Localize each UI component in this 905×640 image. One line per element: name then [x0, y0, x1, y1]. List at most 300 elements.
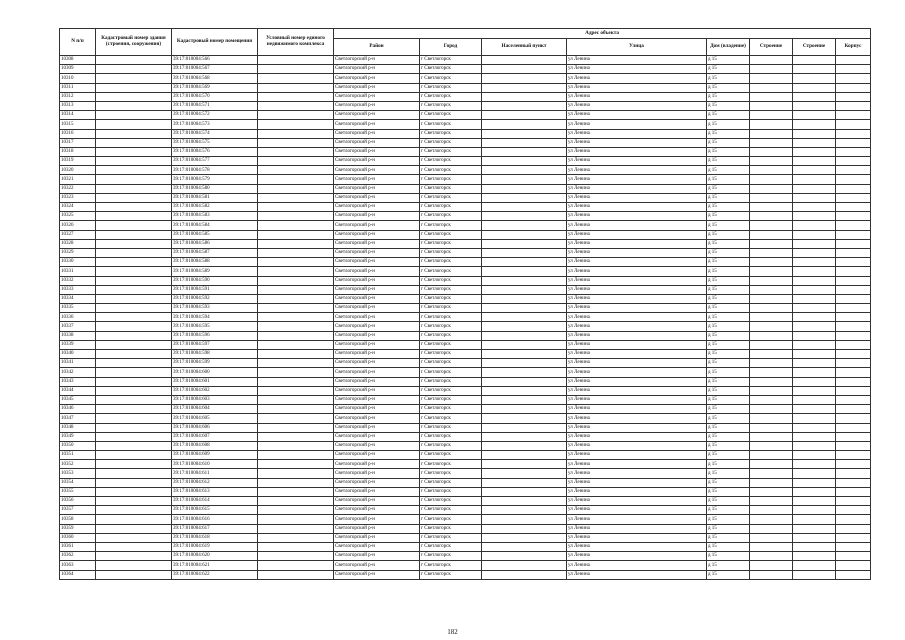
- cell-settlement: [482, 83, 567, 92]
- cell-apartment: [836, 221, 871, 230]
- cell-building-cadastral: [96, 386, 172, 395]
- cell-street: ул Ленина: [567, 322, 707, 331]
- cell-building-no: [793, 350, 836, 359]
- cell-house: д 15: [707, 212, 750, 221]
- cell-district: Светлогорский р-н: [334, 166, 420, 175]
- cell-house: д 15: [707, 83, 750, 92]
- cell-num: 10362: [60, 552, 96, 561]
- cell-settlement: [482, 56, 567, 65]
- cell-settlement: [482, 368, 567, 377]
- cell-korpus: [750, 487, 793, 496]
- cell-house: д 15: [707, 120, 750, 129]
- cell-house: д 15: [707, 340, 750, 349]
- cell-city: г Светлогорск: [420, 285, 482, 294]
- cell-num: 10325: [60, 212, 96, 221]
- cell-district: Светлогорский р-н: [334, 203, 420, 212]
- cell-complex-number: [258, 101, 334, 110]
- cell-settlement: [482, 74, 567, 83]
- cell-district: Светлогорский р-н: [334, 129, 420, 138]
- cell-house: д 15: [707, 239, 750, 248]
- table-row: [60, 313, 871, 322]
- cell-num: 10312: [60, 92, 96, 101]
- cell-city: г Светлогорск: [420, 423, 482, 432]
- cell-complex-number: [258, 147, 334, 156]
- cell-building-no: [793, 322, 836, 331]
- cell-city: г Светлогорск: [420, 258, 482, 267]
- cell-num: 10363: [60, 561, 96, 570]
- cell-premises-cadastral: 39:17:010004:616: [172, 515, 258, 524]
- cell-street: ул Ленина: [567, 524, 707, 533]
- cell-city: г Светлогорск: [420, 441, 482, 450]
- cell-building-cadastral: [96, 56, 172, 65]
- cell-apartment: [836, 294, 871, 303]
- cell-complex-number: [258, 368, 334, 377]
- cell-building-no: [793, 414, 836, 423]
- cell-street: ул Ленина: [567, 166, 707, 175]
- cell-building-no: [793, 230, 836, 239]
- cell-num: 10330: [60, 258, 96, 267]
- cell-building-cadastral: [96, 138, 172, 147]
- cell-settlement: [482, 322, 567, 331]
- table-row: [60, 524, 871, 533]
- cell-district: Светлогорский р-н: [334, 359, 420, 368]
- cell-street: ул Ленина: [567, 285, 707, 294]
- cell-house: д 15: [707, 377, 750, 386]
- cell-building-cadastral: [96, 212, 172, 221]
- cell-city: г Светлогорск: [420, 248, 482, 257]
- table-row: [60, 65, 871, 74]
- cell-building-no: [793, 497, 836, 506]
- cell-building-cadastral: [96, 147, 172, 156]
- cell-building-cadastral: [96, 129, 172, 138]
- header-address-group: Адрес объекта: [334, 29, 871, 39]
- cell-korpus: [750, 120, 793, 129]
- cell-city: г Светлогорск: [420, 147, 482, 156]
- cell-complex-number: [258, 395, 334, 404]
- cell-complex-number: [258, 276, 334, 285]
- cell-district: Светлогорский р-н: [334, 184, 420, 193]
- cell-complex-number: [258, 331, 334, 340]
- cell-korpus: [750, 414, 793, 423]
- cell-premises-cadastral: 39:17:010004:585: [172, 230, 258, 239]
- table-row: [60, 175, 871, 184]
- cell-building-cadastral: [96, 497, 172, 506]
- cell-building-cadastral: [96, 276, 172, 285]
- cell-premises-cadastral: 39:17:010004:609: [172, 451, 258, 460]
- cell-house: д 15: [707, 561, 750, 570]
- cell-city: г Светлогорск: [420, 533, 482, 542]
- cell-street: ул Ленина: [567, 157, 707, 166]
- cell-house: д 15: [707, 74, 750, 83]
- table-row: [60, 258, 871, 267]
- table-row: [60, 230, 871, 239]
- cell-building-cadastral: [96, 524, 172, 533]
- cell-korpus: [750, 497, 793, 506]
- cell-korpus: [750, 405, 793, 414]
- cell-korpus: [750, 138, 793, 147]
- cell-settlement: [482, 239, 567, 248]
- cell-building-no: [793, 276, 836, 285]
- cell-premises-cadastral: 39:17:010004:571: [172, 101, 258, 110]
- cell-premises-cadastral: 39:17:010004:595: [172, 322, 258, 331]
- table-row: [60, 561, 871, 570]
- cell-premises-cadastral: 39:17:010004:582: [172, 203, 258, 212]
- cell-house: д 15: [707, 294, 750, 303]
- cell-complex-number: [258, 221, 334, 230]
- cell-house: д 15: [707, 350, 750, 359]
- table-row: [60, 294, 871, 303]
- cell-building-cadastral: [96, 111, 172, 120]
- cell-apartment: [836, 561, 871, 570]
- cell-house: д 15: [707, 506, 750, 515]
- cell-district: Светлогорский р-н: [334, 368, 420, 377]
- table-row: [60, 395, 871, 404]
- cell-korpus: [750, 83, 793, 92]
- cell-num: 10346: [60, 405, 96, 414]
- cell-num: 10355: [60, 487, 96, 496]
- cell-street: ул Ленина: [567, 405, 707, 414]
- table-row: [60, 184, 871, 193]
- cell-apartment: [836, 92, 871, 101]
- cell-city: г Светлогорск: [420, 74, 482, 83]
- cell-street: ул Ленина: [567, 56, 707, 65]
- cell-street: ул Ленина: [567, 74, 707, 83]
- cell-city: г Светлогорск: [420, 524, 482, 533]
- cell-premises-cadastral: 39:17:010004:567: [172, 65, 258, 74]
- table-row: [60, 111, 871, 120]
- cell-city: г Светлогорск: [420, 120, 482, 129]
- cell-city: г Светлогорск: [420, 377, 482, 386]
- cell-house: д 15: [707, 497, 750, 506]
- cell-district: Светлогорский р-н: [334, 193, 420, 202]
- cell-apartment: [836, 331, 871, 340]
- cell-apartment: [836, 65, 871, 74]
- cell-building-cadastral: [96, 460, 172, 469]
- cell-complex-number: [258, 258, 334, 267]
- cell-district: Светлогорский р-н: [334, 313, 420, 322]
- cell-building-no: [793, 65, 836, 74]
- cell-city: г Светлогорск: [420, 331, 482, 340]
- cell-settlement: [482, 570, 567, 579]
- cell-settlement: [482, 294, 567, 303]
- cell-building-cadastral: [96, 359, 172, 368]
- cell-complex-number: [258, 294, 334, 303]
- table-row: [60, 193, 871, 202]
- cell-house: д 15: [707, 469, 750, 478]
- cell-house: д 15: [707, 515, 750, 524]
- cell-complex-number: [258, 542, 334, 551]
- cell-district: Светлогорский р-н: [334, 92, 420, 101]
- cell-city: г Светлогорск: [420, 386, 482, 395]
- cell-street: ул Ленина: [567, 239, 707, 248]
- cell-street: ул Ленина: [567, 147, 707, 156]
- cell-city: г Светлогорск: [420, 230, 482, 239]
- cell-building-cadastral: [96, 506, 172, 515]
- cell-num: 10340: [60, 350, 96, 359]
- cell-settlement: [482, 166, 567, 175]
- cell-city: г Светлогорск: [420, 487, 482, 496]
- cell-korpus: [750, 147, 793, 156]
- cell-building-no: [793, 515, 836, 524]
- table-row: [60, 515, 871, 524]
- cell-district: Светлогорский р-н: [334, 395, 420, 404]
- cell-city: г Светлогорск: [420, 561, 482, 570]
- cell-building-no: [793, 101, 836, 110]
- cell-building-no: [793, 487, 836, 496]
- cell-apartment: [836, 340, 871, 349]
- cell-complex-number: [258, 460, 334, 469]
- cell-house: д 15: [707, 111, 750, 120]
- cell-num: 10319: [60, 157, 96, 166]
- cell-complex-number: [258, 111, 334, 120]
- cell-city: г Светлогорск: [420, 267, 482, 276]
- cell-building-cadastral: [96, 175, 172, 184]
- cell-premises-cadastral: 39:17:010004:577: [172, 157, 258, 166]
- cell-apartment: [836, 451, 871, 460]
- cell-premises-cadastral: 39:17:010004:607: [172, 432, 258, 441]
- header-city: Город: [420, 39, 482, 56]
- cell-apartment: [836, 203, 871, 212]
- cell-settlement: [482, 157, 567, 166]
- cell-building-no: [793, 212, 836, 221]
- cell-house: д 15: [707, 368, 750, 377]
- cell-city: г Светлогорск: [420, 101, 482, 110]
- cell-num: 10347: [60, 414, 96, 423]
- cell-district: Светлогорский р-н: [334, 65, 420, 74]
- table-row: [60, 276, 871, 285]
- cell-district: Светлогорский р-н: [334, 405, 420, 414]
- cell-street: ул Ленина: [567, 276, 707, 285]
- cell-street: ул Ленина: [567, 129, 707, 138]
- cell-korpus: [750, 570, 793, 579]
- cell-building-no: [793, 506, 836, 515]
- cell-complex-number: [258, 506, 334, 515]
- cell-num: 10327: [60, 230, 96, 239]
- cell-house: д 15: [707, 524, 750, 533]
- cell-num: 10350: [60, 441, 96, 450]
- cell-building-cadastral: [96, 515, 172, 524]
- cell-building-cadastral: [96, 304, 172, 313]
- cell-city: г Светлогорск: [420, 276, 482, 285]
- cell-house: д 15: [707, 157, 750, 166]
- cell-house: д 15: [707, 478, 750, 487]
- cell-korpus: [750, 294, 793, 303]
- cell-apartment: [836, 322, 871, 331]
- cell-settlement: [482, 377, 567, 386]
- cell-num: 10315: [60, 120, 96, 129]
- cell-building-cadastral: [96, 294, 172, 303]
- cell-apartment: [836, 350, 871, 359]
- cell-city: г Светлогорск: [420, 460, 482, 469]
- cell-street: ул Ленина: [567, 101, 707, 110]
- cell-house: д 15: [707, 423, 750, 432]
- header-district: Район: [334, 39, 420, 56]
- table-row: [60, 506, 871, 515]
- cell-korpus: [750, 304, 793, 313]
- cell-house: д 15: [707, 184, 750, 193]
- cell-premises-cadastral: 39:17:010004:592: [172, 294, 258, 303]
- cell-korpus: [750, 65, 793, 74]
- cell-building-no: [793, 313, 836, 322]
- cell-city: г Светлогорск: [420, 166, 482, 175]
- cell-settlement: [482, 451, 567, 460]
- cell-apartment: [836, 304, 871, 313]
- table-row: [60, 533, 871, 542]
- cell-building-cadastral: [96, 239, 172, 248]
- cell-city: г Светлогорск: [420, 469, 482, 478]
- cell-district: Светлогорский р-н: [334, 83, 420, 92]
- cell-complex-number: [258, 515, 334, 524]
- cell-num: 10320: [60, 166, 96, 175]
- cell-num: 10352: [60, 460, 96, 469]
- cell-city: г Светлогорск: [420, 83, 482, 92]
- cell-num: 10359: [60, 524, 96, 533]
- cell-street: ул Ленина: [567, 258, 707, 267]
- cell-building-cadastral: [96, 552, 172, 561]
- cell-building-no: [793, 184, 836, 193]
- cell-street: ул Ленина: [567, 552, 707, 561]
- cell-settlement: [482, 497, 567, 506]
- cell-house: д 15: [707, 101, 750, 110]
- cell-house: д 15: [707, 487, 750, 496]
- cell-district: Светлогорский р-н: [334, 497, 420, 506]
- cell-apartment: [836, 497, 871, 506]
- cell-num: 10337: [60, 322, 96, 331]
- cell-city: г Светлогорск: [420, 395, 482, 404]
- cell-complex-number: [258, 441, 334, 450]
- cell-district: Светлогорский р-н: [334, 561, 420, 570]
- cell-apartment: [836, 285, 871, 294]
- cell-house: д 15: [707, 65, 750, 74]
- cell-building-cadastral: [96, 83, 172, 92]
- cell-settlement: [482, 313, 567, 322]
- table-row: [60, 542, 871, 551]
- cell-building-no: [793, 111, 836, 120]
- cell-num: 10336: [60, 313, 96, 322]
- cell-korpus: [750, 359, 793, 368]
- cell-building-cadastral: [96, 248, 172, 257]
- cell-building-no: [793, 120, 836, 129]
- cell-premises-cadastral: 39:17:010004:622: [172, 570, 258, 579]
- cell-street: ул Ленина: [567, 221, 707, 230]
- cell-city: г Светлогорск: [420, 313, 482, 322]
- cell-settlement: [482, 175, 567, 184]
- cell-house: д 15: [707, 395, 750, 404]
- cell-house: д 15: [707, 414, 750, 423]
- cell-korpus: [750, 478, 793, 487]
- cell-building-cadastral: [96, 92, 172, 101]
- header-building-no: Строение: [793, 39, 836, 56]
- cell-city: г Светлогорск: [420, 552, 482, 561]
- cell-complex-number: [258, 350, 334, 359]
- cell-apartment: [836, 552, 871, 561]
- cell-premises-cadastral: 39:17:010004:576: [172, 147, 258, 156]
- cell-house: д 15: [707, 542, 750, 551]
- table-row: [60, 350, 871, 359]
- cell-complex-number: [258, 405, 334, 414]
- cell-street: ул Ленина: [567, 395, 707, 404]
- cell-building-no: [793, 294, 836, 303]
- cell-complex-number: [258, 533, 334, 542]
- table-row: [60, 469, 871, 478]
- cell-district: Светлогорский р-н: [334, 294, 420, 303]
- cell-street: ул Ленина: [567, 414, 707, 423]
- cell-korpus: [750, 515, 793, 524]
- cell-premises-cadastral: 39:17:010004:613: [172, 487, 258, 496]
- cell-city: г Светлогорск: [420, 92, 482, 101]
- cell-building-cadastral: [96, 405, 172, 414]
- cell-building-no: [793, 92, 836, 101]
- table-row: [60, 460, 871, 469]
- cell-district: Светлогорский р-н: [334, 432, 420, 441]
- cell-complex-number: [258, 304, 334, 313]
- cell-korpus: [750, 92, 793, 101]
- cell-apartment: [836, 478, 871, 487]
- cell-complex-number: [258, 184, 334, 193]
- cell-korpus: [750, 239, 793, 248]
- cell-apartment: [836, 166, 871, 175]
- cell-district: Светлогорский р-н: [334, 542, 420, 551]
- cell-korpus: [750, 542, 793, 551]
- cell-house: д 15: [707, 285, 750, 294]
- cell-korpus: [750, 258, 793, 267]
- cell-premises-cadastral: 39:17:010004:594: [172, 313, 258, 322]
- cell-korpus: [750, 340, 793, 349]
- cell-settlement: [482, 405, 567, 414]
- table-row: [60, 451, 871, 460]
- cell-house: д 15: [707, 552, 750, 561]
- page-number: 182: [447, 628, 458, 636]
- cell-building-cadastral: [96, 350, 172, 359]
- table-row: [60, 74, 871, 83]
- cell-num: 10329: [60, 248, 96, 257]
- cell-num: 10318: [60, 147, 96, 156]
- cell-apartment: [836, 212, 871, 221]
- cell-apartment: [836, 506, 871, 515]
- cell-building-cadastral: [96, 65, 172, 74]
- cell-district: Светлогорский р-н: [334, 212, 420, 221]
- cell-district: Светлогорский р-н: [334, 451, 420, 460]
- cell-house: д 15: [707, 193, 750, 202]
- cell-complex-number: [258, 83, 334, 92]
- cell-settlement: [482, 340, 567, 349]
- cell-korpus: [750, 524, 793, 533]
- cell-district: Светлогорский р-н: [334, 377, 420, 386]
- cell-building-cadastral: [96, 451, 172, 460]
- cell-city: г Светлогорск: [420, 184, 482, 193]
- cell-settlement: [482, 203, 567, 212]
- cell-house: д 15: [707, 359, 750, 368]
- cell-city: г Светлогорск: [420, 542, 482, 551]
- cell-korpus: [750, 386, 793, 395]
- cell-building-cadastral: [96, 478, 172, 487]
- cell-korpus: [750, 368, 793, 377]
- cell-house: д 15: [707, 166, 750, 175]
- cell-complex-number: [258, 386, 334, 395]
- table-row: [60, 478, 871, 487]
- cell-district: Светлогорский р-н: [334, 386, 420, 395]
- cell-premises-cadastral: 39:17:010004:619: [172, 542, 258, 551]
- cell-building-cadastral: [96, 313, 172, 322]
- cell-premises-cadastral: 39:17:010004:612: [172, 478, 258, 487]
- cell-complex-number: [258, 561, 334, 570]
- cell-building-cadastral: [96, 414, 172, 423]
- cell-city: г Светлогорск: [420, 65, 482, 74]
- cell-settlement: [482, 359, 567, 368]
- cell-city: г Светлогорск: [420, 405, 482, 414]
- cell-building-no: [793, 157, 836, 166]
- cell-building-cadastral: [96, 441, 172, 450]
